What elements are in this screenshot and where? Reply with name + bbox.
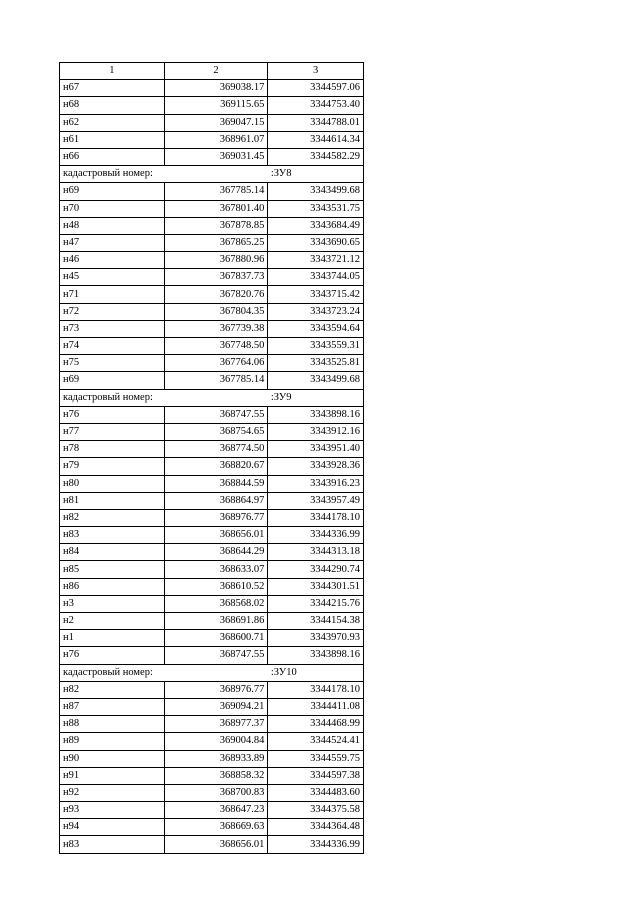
coord-x: 368933.89: [164, 750, 268, 767]
coord-x: 367865.25: [164, 234, 268, 251]
coord-y: 3343744.05: [268, 269, 364, 286]
coord-y: 3343970.93: [268, 630, 364, 647]
point-id: н92: [60, 784, 165, 801]
table-row: [60, 286, 364, 303]
table-row: [60, 527, 364, 544]
coord-x: 369047.15: [164, 114, 268, 131]
point-id: н76: [60, 406, 165, 423]
coord-x: 368754.65: [164, 423, 268, 440]
table-row: [60, 630, 364, 647]
point-id: н61: [60, 131, 165, 148]
point-id: н77: [60, 423, 165, 440]
cadastral-code: :ЗУ9: [268, 389, 364, 406]
coord-x: 368747.55: [164, 406, 268, 423]
point-id: н87: [60, 698, 165, 715]
point-id: н69: [60, 183, 165, 200]
point-id: н91: [60, 767, 165, 784]
coord-y: 3343525.81: [268, 355, 364, 372]
table-row: [60, 97, 364, 114]
table-row: [60, 578, 364, 595]
coord-x: 367785.14: [164, 372, 268, 389]
coord-y: 3343898.16: [268, 406, 364, 423]
point-id: н93: [60, 802, 165, 819]
coord-y: 3343928.36: [268, 458, 364, 475]
point-id: н76: [60, 647, 165, 664]
coord-y: 3343684.49: [268, 217, 364, 234]
coord-y: 3344468.99: [268, 716, 364, 733]
point-id: н46: [60, 252, 165, 269]
table-row: [60, 320, 364, 337]
coord-y: 3344301.51: [268, 578, 364, 595]
table-row: [60, 80, 364, 97]
point-id: н1: [60, 630, 165, 647]
coord-x: 367785.14: [164, 183, 268, 200]
coord-y: 3344788.01: [268, 114, 364, 131]
point-id: н2: [60, 613, 165, 630]
coord-x: 367764.06: [164, 355, 268, 372]
table-row: [60, 716, 364, 733]
cadastral-label: кадастровый номер:: [60, 389, 165, 406]
coord-y: 3343559.31: [268, 338, 364, 355]
coord-x: 368977.37: [164, 716, 268, 733]
cadastral-section-row: [60, 389, 364, 406]
coord-y: 3344336.99: [268, 527, 364, 544]
point-id: н70: [60, 200, 165, 217]
coord-x: 368976.77: [164, 509, 268, 526]
point-id: н90: [60, 750, 165, 767]
header-cell-x: 2: [164, 63, 268, 80]
coord-y: 3343957.49: [268, 492, 364, 509]
table-row: [60, 698, 364, 715]
coord-x: 367804.35: [164, 303, 268, 320]
coord-x: 368647.23: [164, 802, 268, 819]
cadastral-section-row: [60, 664, 364, 681]
coord-x: 367739.38: [164, 320, 268, 337]
coord-x: 367801.40: [164, 200, 268, 217]
point-id: н89: [60, 733, 165, 750]
table-row: [60, 836, 364, 853]
coordinates-table-body: [60, 63, 364, 854]
point-id: н88: [60, 716, 165, 733]
point-id: н83: [60, 836, 165, 853]
coord-x: 368656.01: [164, 836, 268, 853]
header-row: [60, 63, 364, 80]
cadastral-label: кадастровый номер:: [60, 166, 165, 183]
coord-y: 3343912.16: [268, 423, 364, 440]
point-id: н75: [60, 355, 165, 372]
table-row: [60, 114, 364, 131]
point-id: н79: [60, 458, 165, 475]
coord-y: 3344559.75: [268, 750, 364, 767]
coord-x: 368844.59: [164, 475, 268, 492]
coord-x: 368747.55: [164, 647, 268, 664]
table-row: [60, 544, 364, 561]
point-id: н82: [60, 681, 165, 698]
coord-x: 367820.76: [164, 286, 268, 303]
table-row: [60, 234, 364, 251]
table-row: [60, 372, 364, 389]
table-row: [60, 595, 364, 612]
table-row: [60, 475, 364, 492]
coord-y: 3344336.99: [268, 836, 364, 853]
table-row: [60, 252, 364, 269]
coord-x: 368700.83: [164, 784, 268, 801]
point-id: н85: [60, 561, 165, 578]
coord-y: 3344524.41: [268, 733, 364, 750]
table-row: [60, 647, 364, 664]
table-row: [60, 441, 364, 458]
coord-x: 368864.97: [164, 492, 268, 509]
point-id: н71: [60, 286, 165, 303]
coord-y: 3344582.29: [268, 148, 364, 165]
table-row: [60, 200, 364, 217]
point-id: н68: [60, 97, 165, 114]
coord-x: 368774.50: [164, 441, 268, 458]
coord-y: 3343951.40: [268, 441, 364, 458]
point-id: н45: [60, 269, 165, 286]
coord-y: 3343499.68: [268, 183, 364, 200]
header-cell-y: 3: [268, 63, 364, 80]
coord-y: 3344364.48: [268, 819, 364, 836]
point-id: н66: [60, 148, 165, 165]
table-row: [60, 492, 364, 509]
coord-y: 3344290.74: [268, 561, 364, 578]
coord-y: 3343531.75: [268, 200, 364, 217]
table-row: [60, 148, 364, 165]
table-row: [60, 131, 364, 148]
point-id: н94: [60, 819, 165, 836]
coord-x: 367878.85: [164, 217, 268, 234]
cadastral-spacer: [164, 389, 268, 406]
coord-y: 3343499.68: [268, 372, 364, 389]
table-row: [60, 681, 364, 698]
coord-x: 368610.52: [164, 578, 268, 595]
header-cell-number: 1: [60, 63, 165, 80]
coord-y: 3343916.23: [268, 475, 364, 492]
coord-x: 368691.86: [164, 613, 268, 630]
coord-x: 368961.07: [164, 131, 268, 148]
table-row: [60, 458, 364, 475]
coord-y: 3344614.34: [268, 131, 364, 148]
coord-y: 3344215.76: [268, 595, 364, 612]
coord-x: 368656.01: [164, 527, 268, 544]
point-id: н81: [60, 492, 165, 509]
point-id: н80: [60, 475, 165, 492]
cadastral-spacer: [164, 166, 268, 183]
coord-x: 367748.50: [164, 338, 268, 355]
coord-y: 3344597.38: [268, 767, 364, 784]
cadastral-code: :ЗУ10: [268, 664, 364, 681]
coord-y: 3344483.60: [268, 784, 364, 801]
point-id: н72: [60, 303, 165, 320]
point-id: н83: [60, 527, 165, 544]
cadastral-spacer: [164, 664, 268, 681]
coord-x: 368633.07: [164, 561, 268, 578]
coord-y: 3343715.42: [268, 286, 364, 303]
table-row: [60, 613, 364, 630]
coord-y: 3344178.10: [268, 681, 364, 698]
coord-x: 369094.21: [164, 698, 268, 715]
point-id: н69: [60, 372, 165, 389]
coord-y: 3343898.16: [268, 647, 364, 664]
table-row: [60, 509, 364, 526]
coordinates-table: [59, 62, 364, 854]
point-id: н62: [60, 114, 165, 131]
coord-x: 369038.17: [164, 80, 268, 97]
table-row: [60, 423, 364, 440]
table-row: [60, 183, 364, 200]
table-row: [60, 819, 364, 836]
coord-x: 368976.77: [164, 681, 268, 698]
table-row: [60, 217, 364, 234]
table-row: [60, 355, 364, 372]
coord-y: 3343721.12: [268, 252, 364, 269]
point-id: н47: [60, 234, 165, 251]
coord-x: 368858.32: [164, 767, 268, 784]
table-row: [60, 269, 364, 286]
coord-y: 3344178.10: [268, 509, 364, 526]
coord-x: 369031.45: [164, 148, 268, 165]
point-id: н48: [60, 217, 165, 234]
point-id: н86: [60, 578, 165, 595]
coord-y: 3344154.38: [268, 613, 364, 630]
coord-x: 367837.73: [164, 269, 268, 286]
coord-y: 3344411.08: [268, 698, 364, 715]
point-id: н74: [60, 338, 165, 355]
table-row: [60, 802, 364, 819]
coord-x: 368669.63: [164, 819, 268, 836]
coord-x: 367880.96: [164, 252, 268, 269]
coord-x: 369004.84: [164, 733, 268, 750]
coord-y: 3344313.18: [268, 544, 364, 561]
coord-x: 368820.67: [164, 458, 268, 475]
point-id: н82: [60, 509, 165, 526]
coord-y: 3343690.65: [268, 234, 364, 251]
coord-x: 368644.29: [164, 544, 268, 561]
coord-x: 369115.65: [164, 97, 268, 114]
cadastral-label: кадастровый номер:: [60, 664, 165, 681]
cadastral-code: :ЗУ8: [268, 166, 364, 183]
table-row: [60, 784, 364, 801]
table-row: [60, 338, 364, 355]
table-row: [60, 406, 364, 423]
point-id: н73: [60, 320, 165, 337]
cadastral-section-row: [60, 166, 364, 183]
point-id: н78: [60, 441, 165, 458]
coord-y: 3344597.06: [268, 80, 364, 97]
point-id: н84: [60, 544, 165, 561]
table-row: [60, 561, 364, 578]
coord-x: 368600.71: [164, 630, 268, 647]
table-row: [60, 767, 364, 784]
table-row: [60, 733, 364, 750]
coord-y: 3344753.40: [268, 97, 364, 114]
point-id: н67: [60, 80, 165, 97]
table-row: [60, 303, 364, 320]
coord-y: 3344375.58: [268, 802, 364, 819]
coord-y: 3343723.24: [268, 303, 364, 320]
coord-x: 368568.02: [164, 595, 268, 612]
table-row: [60, 750, 364, 767]
point-id: н3: [60, 595, 165, 612]
coord-y: 3343594.64: [268, 320, 364, 337]
